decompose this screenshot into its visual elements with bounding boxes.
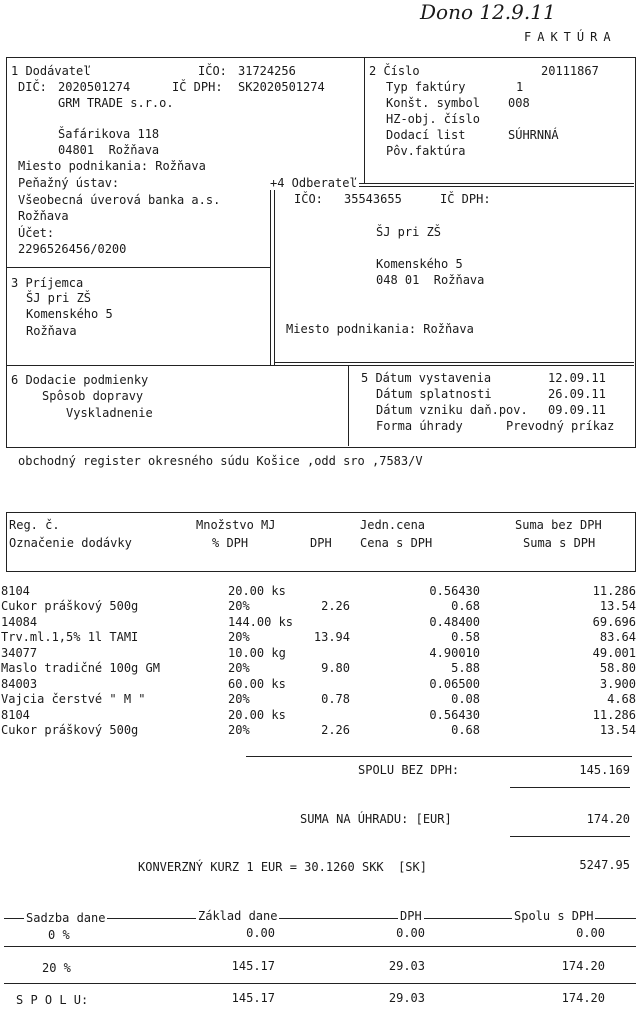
item-sum-vat: 13.54 [599,723,636,737]
unloading-label: Vyskladnenie [66,406,153,420]
item-vat: 13.94 [313,630,350,644]
item-unit-price-vat: 5.88 [451,661,480,675]
tax-date-label: Dátum vzniku daň.pov. [376,403,528,417]
conversion-amount: 5247.95 [579,858,630,872]
order-number-label: HZ-obj. číslo [386,112,480,126]
customer-street: Komenského 5 [376,257,463,271]
original-invoice-label: Pôv.faktúra [386,144,466,158]
vat-rate-0: 0 % [48,928,70,942]
supplier-ico-label: IČO: [198,64,227,78]
due-date: 26.09.11 [548,387,606,401]
vat-amount-0: 0.00 [396,926,425,940]
vat-col-vat: DPH [400,909,422,923]
supplier-ico: 31724256 [238,64,296,78]
supplier-icdph-label: IČ DPH: [172,80,223,94]
supplier-street: Šafárikova 118 [58,127,160,141]
recipient-street: Komenského 5 [26,307,113,321]
supplier-bank: Všeobecná úverová banka a.s. [18,193,221,207]
vat-base-0: 0.00 [246,926,275,940]
divider [274,186,275,366]
vat-sum-total: 174.20 [561,991,605,1005]
item-qty: 60.00 ks [228,677,286,691]
item-unit-price: 0.56430 [429,708,480,722]
net-total: 145.169 [579,763,630,777]
issue-date-label: 5 Dátum vystavenia [361,371,492,385]
invoice-number: 20111867 [541,64,599,78]
col-sum: Suma bez DPH [515,518,602,532]
item-sum-vat: 83.64 [599,630,636,644]
item-unit-price-vat: 0.58 [451,630,480,644]
recipient-city: Rožňava [26,324,77,338]
vat-col-rate: Sadzba dane [26,911,106,925]
net-total-label: SPOLU BEZ DPH: [358,763,460,777]
item-name: Maslo tradičné 100g GM [1,661,160,675]
item-qty: 20.00 ks [228,708,286,722]
vat-total-1: 174.20 [561,959,605,973]
item-name: Cukor práškový 500g [1,599,139,613]
col-reg: Reg. č. [9,518,60,532]
delivery-heading: 6 Dodacie podmienky [11,373,149,387]
divider [246,756,632,757]
recipient-name: ŠJ pri ZŠ [26,291,92,305]
item-vatpct: 20% [228,661,250,675]
item-vatpct: 20% [228,599,250,613]
item-code: 8104 [1,584,30,598]
col-qty: Množstvo MJ [196,518,276,532]
item-sum-vat: 4.68 [607,692,636,706]
customer-icdph-label: IČ DPH: [440,192,491,206]
item-unit-price: 0.48400 [429,615,480,629]
item-name: Vajcia čerstvé " M " [1,692,146,706]
customer-name: ŠJ pri ZŠ [376,225,442,239]
col-vat: DPH [310,536,332,550]
supplier-city: 04801 Rožňava [58,143,160,157]
customer-business-place: Miesto podnikania: Rožňava [286,322,474,336]
divider [6,365,634,366]
item-qty: 10.00 kg [228,646,286,660]
payment-method: Prevodný príkaz [506,419,615,433]
delivery-note-label: Dodací list [386,128,466,142]
item-unit-price: 4.90010 [429,646,480,660]
item-sum: 49.001 [592,646,636,660]
item-sum-vat: 13.54 [599,599,636,613]
vat-col-base: Základ dane [198,909,278,923]
item-vat: 2.26 [321,599,350,613]
divider [348,366,349,446]
vat-base-1: 145.17 [231,959,275,973]
divider [270,183,271,366]
item-vat: 9.80 [321,661,350,675]
customer-city: 048 01 Rožňava [376,273,485,287]
item-unit-price-vat: 0.68 [451,723,480,737]
supplier-account-label: Účet: [18,226,55,240]
item-sum: 11.286 [592,584,636,598]
divider [6,267,270,268]
amount-due: 174.20 [586,812,630,826]
item-qty: 20.00 ks [228,584,286,598]
document-title: FAKTÚRA [524,30,617,44]
handwritten-note: Dono 12.9.11 [420,0,556,24]
vat-rate-1: 20 % [42,961,71,975]
divider [274,362,634,363]
supplier-business-place: Miesto podnikania: Rožňava [18,159,206,173]
item-vatpct: 20% [228,723,250,737]
tax-date: 09.09.11 [548,403,606,417]
col-desc: Označenie dodávky [9,536,132,550]
divider [364,58,365,184]
recipient-heading: 3 Príjemca [11,276,84,290]
col-unit: Jedn.cena [360,518,426,532]
supplier-heading: 1 Dodávateľ [11,64,91,78]
supplier-icdph: SK2020501274 [238,80,325,94]
item-code: 34077 [1,646,38,660]
vat-sum-label: S P O L U: [16,993,89,1007]
item-sum-vat: 58.80 [599,661,636,675]
transport-label: Spôsob dopravy [42,389,144,403]
divider [510,787,630,788]
issue-date: 12.09.11 [548,371,606,385]
item-code: 8104 [1,708,30,722]
customer-ico: 35543655 [344,192,402,206]
col-sum-vat: Suma s DPH [523,536,596,550]
supplier-bank-city: Rožňava [18,209,69,223]
item-sum: 3.900 [599,677,636,691]
invoice-type-label: Typ faktúry [386,80,466,94]
payment-method-label: Forma úhrady [376,419,463,433]
register-note: obchodný register okresného súdu Košice ,odd sro ,7583/V [18,454,423,468]
vat-total-0: 0.00 [576,926,605,940]
supplier-name: GRM TRADE s.r.o. [58,96,174,110]
amount-due-label: SUMA NA ÚHRADU: [EUR] [300,812,452,826]
item-name: Trv.ml.1,5% 1l TAMI [1,630,139,644]
invoice-type: 1 [516,80,524,94]
vat-sum-vat: 29.03 [388,991,425,1005]
item-vatpct: 20% [228,692,250,706]
divider [4,946,636,947]
divider [510,836,630,837]
const-symbol: 008 [508,96,530,110]
vat-col-total: Spolu s DPH [514,909,594,923]
supplier-dic-label: DIČ: [18,80,47,94]
item-unit-price: 0.06500 [429,677,480,691]
item-unit-price-vat: 0.68 [451,599,480,613]
divider [4,983,636,984]
due-date-label: Dátum splatnosti [376,387,492,401]
vat-amount-1: 29.03 [388,959,425,973]
item-code: 14084 [1,615,38,629]
item-unit-price: 0.56430 [429,584,480,598]
vat-sum-base: 145.17 [231,991,275,1005]
supplier-bank-label: Peňažný ústav: [18,176,120,190]
item-unit-price-vat: 0.08 [451,692,480,706]
customer-ico-label: IČO: [294,192,323,206]
item-code: 84003 [1,677,38,691]
item-sum: 11.286 [592,708,636,722]
item-vat: 2.26 [321,723,350,737]
supplier-dic: 2020501274 [58,80,131,94]
supplier-account: 2296526456/0200 [18,242,127,256]
item-sum: 69.696 [592,615,636,629]
col-vatpct: % DPH [212,536,249,550]
conversion-rate-label: KONVERZNÝ KURZ 1 EUR = 30.1260 SKK [SK] [138,860,427,874]
item-vat: 0.78 [321,692,350,706]
delivery-note: SÚHRNNÁ [508,128,559,142]
item-name: Cukor práškový 500g [1,723,139,737]
invoice-number-label: 2 Číslo [369,64,420,78]
customer-heading: +4 Odberateľ [270,176,357,190]
item-vatpct: 20% [228,630,250,644]
item-qty: 144.00 ks [228,615,294,629]
col-unit-vat: Cena s DPH [360,536,433,550]
const-symbol-label: Konšt. symbol [386,96,480,110]
